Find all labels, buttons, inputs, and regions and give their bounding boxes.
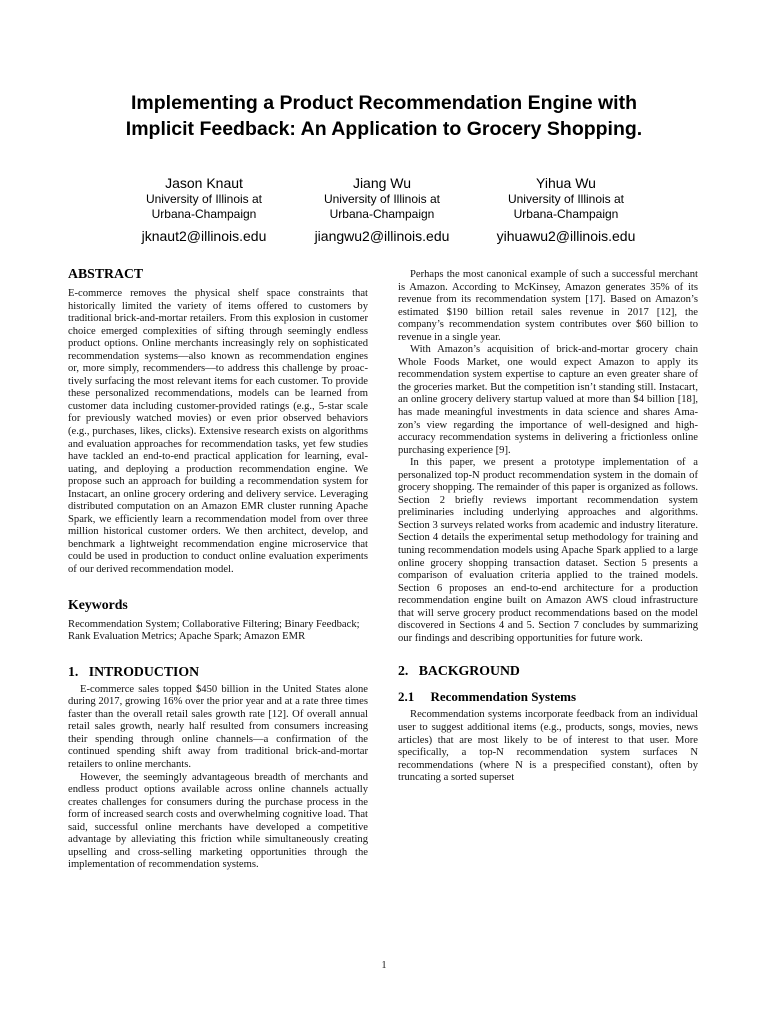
author-email[interactable]: yihuawu2@illinois.edu (496, 228, 636, 244)
author-name: Jiang Wu (352, 175, 412, 191)
author-name: Jason Knaut (165, 175, 243, 191)
abstract-text: E-commerce removes the physical shelf space constraints that historically limited the variety of items offered to customers by traditional brick-and-mortar retailers. From this explosion in customer choice emerged complexities of sifting through seemingly endless product options. Online merchants increasingly rely on sophisticated recommendation systems—also known as recommendation engines or, more simply, recommenders—to address this challenge by proactively surfacing the most relevant items for each customer. To provide these personalized recommendations, models can be learned from customer data including customer-provided ratings (e.g., 5-star scale for previously watched movies) or even prior observed behaviors (e.g., purchases, likes, clicks). Extensive research exists on algorithms and evaluation approaches for recommendation tasks, yet few studies have tackled an end-to-end practical application for learning, evaluating, and deploying a production recommendation engine. We propose such an approach for building a recommendation system for Instacart, an online grocery ordering and delivery service. Leveraging distributed computation on an Amazon EMR cluster running Apache Spark, we efficiently learn a recommendation model from over three million historical customer orders. We then architect, develop, and benchmark a lightweight recommendation engine microservice that could be used in production to conduct online evaluation experiments of our derived recommendation model. (68, 288, 368, 576)
author-block (456, 175, 676, 245)
intro-paragraph-1: E-commerce sales topped $450 billion in the United States alone during 2017, growing 16% over the prior year and at a rate three times faster than the overall retail sales growth rate [12]. Of overall annual retail sales growth, nearly half resulted from consumers increasing their spending through online channels—a confirmation of the continued spending shift away from traditional brick-and-mortar retailers to online merchants. (68, 683, 368, 770)
author-email[interactable]: jknaut2@illinois.edu (141, 228, 267, 244)
author-name: Yihua Wu (536, 175, 596, 191)
right-column (398, 269, 698, 785)
title-line-2: Implicit Feedback: An Application to Grocery Shopping. (125, 118, 643, 140)
intro-paragraph-3: Perhaps the most canonical example of such a successful merchant is Amazon. According to McKinsey, Amazon generates 35% of its revenue from its recommendation system [17]. Based on Amazon’s estimated $190 billion retail sales revenue in 2017 [12], the company’s recommendation system contributes over $60 billion to revenue in a single year. (398, 269, 698, 343)
author-affiliation-line1: University of Illinois at (507, 192, 625, 206)
author-affiliation-line2: Urbana-Champaign (513, 206, 619, 221)
intro-paragraph-5: In this paper, we present a prototype implementation of a personalized top-N product recommendation system in the domain of grocery shopping. The remainder of this paper is organized as follows. Section 2 briefly reviews important recommendation system preliminaries including underlying approaches and algorithms. Section 3 surveys related works from academic and industry literature. Section 4 details the experimental setup methodology for training and tuning recommendation models using Apache Spark applied to a large online grocery shopping transaction dataset. Section 5 presents a comparison of evaluation criteria applied to the trained models. Section 6 proposes an end-to-end architecture for a production recommendation engine built on Amazon AWS cloud infrastructure that will serve grocery product recommendations based on the model discovered in Sections 4 and 5. Section 7 concludes by summarizing our findings and describing opportunities for future work. (398, 457, 698, 644)
title-line-1: Implementing a Product Recommendation Engine with (131, 92, 637, 114)
recommendation-systems-heading: 2.1 Recommendation Systems (398, 689, 577, 705)
intro-paragraph-4: With Amazon’s acquisition of brick-and-mortar grocery chain Whole Foods Market, one would expect Amazon to apply its recommendation system expertise to capture an even greater share of the groceries market. But the competition isn’t standing still. Instacart, an online grocery delivery startup valued at more than $4 billion [18], has made meaningful investments in data science and shares Amazon’s view regarding the importance of well-designed and high-accuracy recommendation systems in delivering a frictionless online purchasing experience [9]. (398, 344, 698, 456)
intro-paragraph-2: However, the seemingly advantageous breadth of merchants and endless product options available across online channels actually creates challenges for consumers during the purchase process in the form of increased search costs and overwhelming cognitive load. That said, successful online merchants have developed a competitive advantage by alleviating this friction while simultaneously creating upselling and cross-selling marketing opportunities through the implementation of recommendation systems. (68, 771, 368, 871)
keywords-heading: Keywords (68, 596, 128, 612)
paper-title (40, 90, 728, 142)
introduction-heading: 1. INTRODUCTION (68, 663, 200, 679)
author-affiliation-line2: Urbana-Champaign (329, 206, 435, 221)
recsys-paragraph-1: Recommendation systems incorporate feedback from an individual user to suggest additional items (e.g., products, songs, movies, news articles) that are most likely to be of interest to that user. More specifically, a top-N recommendation system surfaces N recommendations (where N is a prespecified constant), often by truncating a sorted superset (398, 709, 698, 784)
background-heading: 2. BACKGROUND (398, 663, 520, 679)
page-number: 1 (381, 960, 387, 971)
keywords-text: Recommendation System; Collaborative Filtering; Binary Feedback; Rank Evaluation Metrics; Apache Spark; Amazon EMR (68, 618, 360, 643)
left-column (68, 266, 368, 872)
author-affiliation-line1: University of Illinois at (323, 192, 441, 206)
author-email[interactable]: jiangwu2@illinois.edu (314, 228, 450, 244)
abstract-heading: ABSTRACT (68, 266, 144, 281)
author-affiliation-line2: Urbana-Champaign (151, 206, 257, 221)
author-affiliation-line1: University of Illinois at (145, 192, 263, 206)
